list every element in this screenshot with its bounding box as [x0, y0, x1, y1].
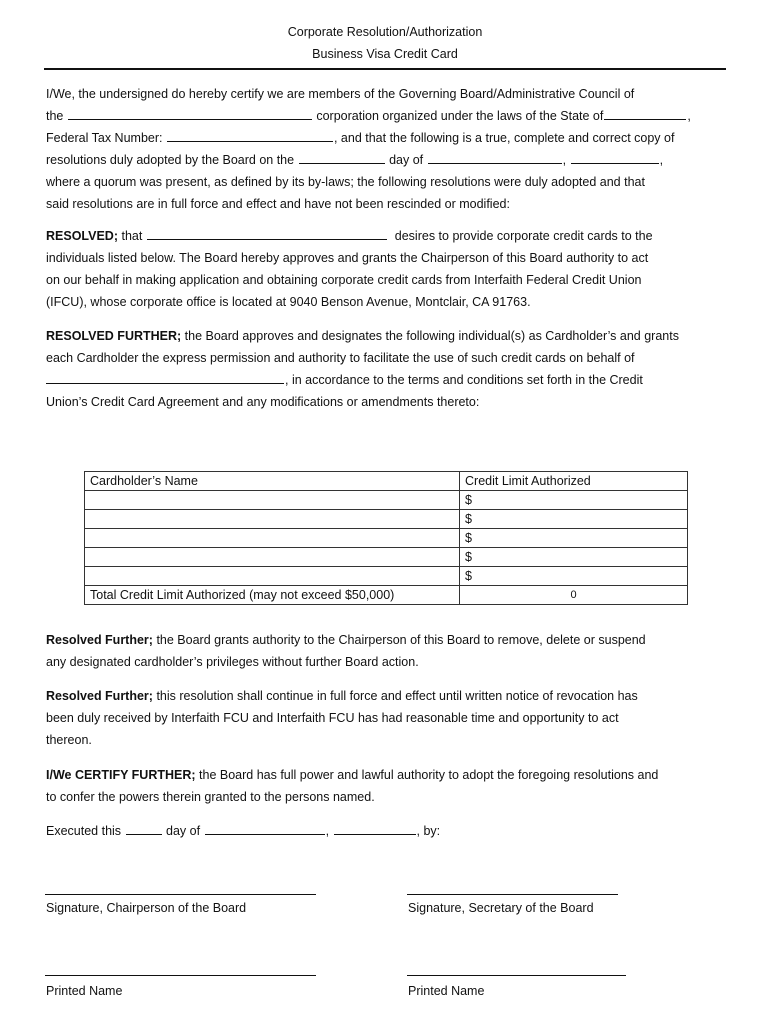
- total-label: Total Credit Limit Authorized (may not exceed $50,000): [85, 586, 460, 605]
- corporation-name-field[interactable]: [68, 105, 312, 120]
- form-title: Corporate Resolution/Authorization: [287, 25, 483, 39]
- form-subtitle: Business Visa Credit Card: [312, 47, 458, 61]
- credit-limit-cell[interactable]: $: [460, 491, 688, 510]
- chairperson-printed-name-label: Printed Name: [46, 984, 123, 998]
- resolved-line-2: individuals listed below. The Board hereby approves and grants the Chairperson of this Board authority to act: [46, 251, 649, 265]
- cardholder-name-cell[interactable]: [85, 510, 460, 529]
- table-row: [85, 548, 688, 567]
- cardholder-name-cell[interactable]: [85, 548, 460, 567]
- credit-limit-cell[interactable]: $: [460, 567, 688, 586]
- cardholder-table: [84, 471, 688, 605]
- secretary-printed-name-line[interactable]: [407, 975, 626, 976]
- resolved-line-1: RESOLVED; that desires to provide corporate credit cards to the: [46, 225, 726, 247]
- chairperson-signature-label: Signature, Chairperson of the Board: [46, 901, 247, 915]
- header-rule: [44, 68, 726, 70]
- intro-line-6: said resolutions are in full force and effect and have not been rescinded or modified:: [46, 197, 510, 211]
- resolved-further-paragraph: [46, 325, 726, 413]
- resolved-further-line-3: , in accordance to the terms and conditions set forth in the Credit: [46, 369, 726, 391]
- table-total-row: [85, 586, 688, 605]
- intro-line-5: where a quorum was present, as defined by its by-laws; the following resolutions were duly adopted and that: [46, 175, 645, 189]
- resolved-further-line-1: RESOLVED FURTHER; the Board approves and designates the following individual(s) as Cardholder’s and grants: [46, 329, 679, 343]
- executed-month-field[interactable]: [205, 820, 325, 835]
- executed-line: Executed this day of , , by:: [46, 820, 726, 842]
- resolved-further-remove-paragraph: Resolved Further; the Board grants authority to the Chairperson of this Board to remove, delete or suspend any designated cardholder’s privileges without further Board action.: [46, 633, 646, 669]
- resolved-line-4: (IFCU), whose corporate office is located at 9040 Benson Avenue, Montclair, CA 91763.: [46, 295, 531, 309]
- chairperson-signature-line[interactable]: [45, 894, 316, 895]
- intro-paragraph: [46, 83, 726, 215]
- credit-limit-cell[interactable]: $: [460, 548, 688, 567]
- adopted-day-field[interactable]: [299, 149, 385, 164]
- on-behalf-of-field[interactable]: [46, 369, 284, 384]
- cardholder-name-cell[interactable]: [85, 529, 460, 548]
- cardholder-name-cell[interactable]: [85, 491, 460, 510]
- table-row: [85, 529, 688, 548]
- state-field[interactable]: [604, 105, 686, 120]
- intro-line-2: the corporation organized under the laws of the State of ,: [46, 105, 726, 127]
- credit-limit-cell[interactable]: $: [460, 529, 688, 548]
- adopted-year-field[interactable]: [571, 149, 659, 164]
- column-header-cardholder-name: Cardholder’s Name: [85, 472, 460, 491]
- executed-year-field[interactable]: [334, 820, 416, 835]
- table-row: [85, 510, 688, 529]
- intro-line-4: resolutions duly adopted by the Board on the day of , ,: [46, 149, 726, 171]
- intro-line-3: Federal Tax Number: , and that the following is a true, complete and correct copy of: [46, 127, 726, 149]
- intro-line-1: I/We, the undersigned do hereby certify we are members of the Governing Board/Administrative Council of: [46, 87, 635, 101]
- cardholder-name-cell[interactable]: [85, 567, 460, 586]
- table-row: [85, 491, 688, 510]
- resolved-line-3: on our behalf in making application and obtaining corporate credit cards from Interfaith Federal Credit Union: [46, 273, 642, 287]
- certify-paragraph: I/We CERTIFY FURTHER; the Board has full power and lawful authority to adopt the foregoing resolutions and to confer the powers therein granted to the persons named.: [46, 768, 659, 804]
- executed-day-field[interactable]: [126, 820, 162, 835]
- secretary-signature-label: Signature, Secretary of the Board: [408, 901, 594, 915]
- chairperson-printed-name-line[interactable]: [45, 975, 316, 976]
- credit-limit-cell[interactable]: $: [460, 510, 688, 529]
- column-header-credit-limit: Credit Limit Authorized: [460, 472, 688, 491]
- secretary-printed-name-label: Printed Name: [408, 984, 485, 998]
- resolved-paragraph: [46, 225, 726, 313]
- adopted-month-field[interactable]: [428, 149, 562, 164]
- resolved-further-line-2: each Cardholder the express permission and authority to facilitate the use of such credit cards on behalf of: [46, 351, 635, 365]
- organization-name-field[interactable]: [147, 225, 387, 240]
- resolved-further-continue-paragraph: Resolved Further; this resolution shall continue in full force and effect until written notice of revocation has been duly received by Interfaith FCU and Interfaith FCU has had reasonable time and opportunity to act thereon.: [46, 689, 638, 747]
- secretary-signature-line[interactable]: [407, 894, 618, 895]
- total-value: 0: [460, 586, 688, 605]
- resolved-further-line-4: Union’s Credit Card Agreement and any modifications or amendments thereto:: [46, 395, 480, 409]
- table-row: [85, 567, 688, 586]
- tax-number-field[interactable]: [167, 127, 333, 142]
- table-header-row: [85, 472, 688, 491]
